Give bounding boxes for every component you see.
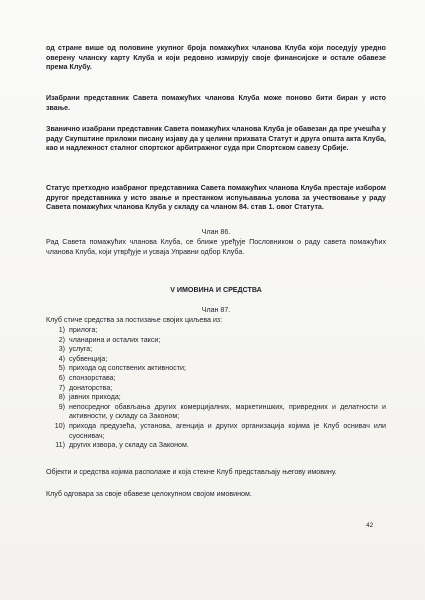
list-item-text: других извора, у складу са Законом. [69,441,189,450]
list-item-number: 10) [54,421,65,430]
list-item-number: 11) [55,441,65,450]
list-item [52,345,386,355]
paragraph-liability: Клуб одговара за своје обавезе целокупном својом имовином. [46,490,252,498]
list-item [52,374,386,384]
list-item-text: спонзорстава; [69,373,116,382]
paragraph-representative-obligation: Званично изабрани представник Савета помажућих чланова Клуба је обавезан да пре учешћа у раду Скупштине приложи писану изјаву да у целини прихвата Статут и друга општа акта Клуба, као и надлежност сталног спортског арбитражног суда при Спортском савезу Србије. [46,125,386,153]
list-item-number: 7) [58,383,65,392]
list-item-text: донаторства; [69,383,113,392]
page-number: 42 [366,522,374,529]
list-item-text: чланарина и осталих такси; [69,335,161,344]
list-item-text: прихода предузећа, установа, агенција и других организација којима је Клуб оснивач или суоснивач; [69,421,386,440]
list-item [52,326,386,336]
list-item [52,384,386,394]
list-item-text: непосредног обављања других комерцијалних, маркетиншких, привредних и делатности и активности, у складу са Законом; [69,402,386,421]
paragraph-representative-reelection: Изабрани представник Савета помажућих чланова Клуба може поново бити биран у исто звање. [46,94,386,112]
list-item-text: услуга; [69,345,93,354]
list-item-number: 5) [58,364,65,373]
list-item [52,403,386,422]
section-heading: V ИМОВИНА И СРЕДСТВА [170,286,262,294]
article-86-text: Рад Савета помажућих чланова Клуба, се ближе уређује Пословником о раду савета помажућих чланова Клуба, који утврђује и усваја Управни одбор Клуба. [46,238,386,256]
list-item [52,364,386,374]
list-item [52,393,386,403]
list-item-number: 1) [58,326,65,334]
list-item [52,441,386,451]
list-item-number: 9) [58,402,65,411]
list-item-number: 8) [58,393,65,402]
list-item [52,336,386,346]
article-87-heading: Члан 87. [201,306,231,314]
list-item-number: 2) [58,335,65,344]
paragraph-continuation: од стране више од половине укупног броја помажућих чланова Клуба који поседују уредно оверену чланску карту Клуба и који редовно измирују своје финансијске и остале обавезе према Клубу. [46,44,386,72]
list-item-text: прихода од сопствених активности; [69,364,186,373]
list-item-text: прилога; [69,326,98,334]
article-86-heading: Члан 86. [201,228,231,236]
list-item-number: 6) [58,373,65,382]
list-item [52,355,386,365]
list-item [52,422,386,441]
paragraph-representative-status: Статус претходно изабраног представника Савета помажућих чланова Клуба престаје избором другог представника у исто звање и престанком испуњавања услова за учествовање у раду Савета помажућих чланова Клуба у складу са чланом 84. став 1. овог Статута. [46,184,386,212]
paragraph-property: Објекти и средства којима располаже и која стекне Клуб представљају његову имовину. [46,468,337,476]
list-item-text: субвенција; [69,354,108,363]
article-87-intro: Клуб стиче средства за постизање својих циљева из: [46,316,223,324]
list-item-text: јавних прихода; [69,393,121,402]
list-item-number: 4) [58,354,65,363]
funding-sources-list [52,326,386,451]
list-item-number: 3) [58,345,65,354]
